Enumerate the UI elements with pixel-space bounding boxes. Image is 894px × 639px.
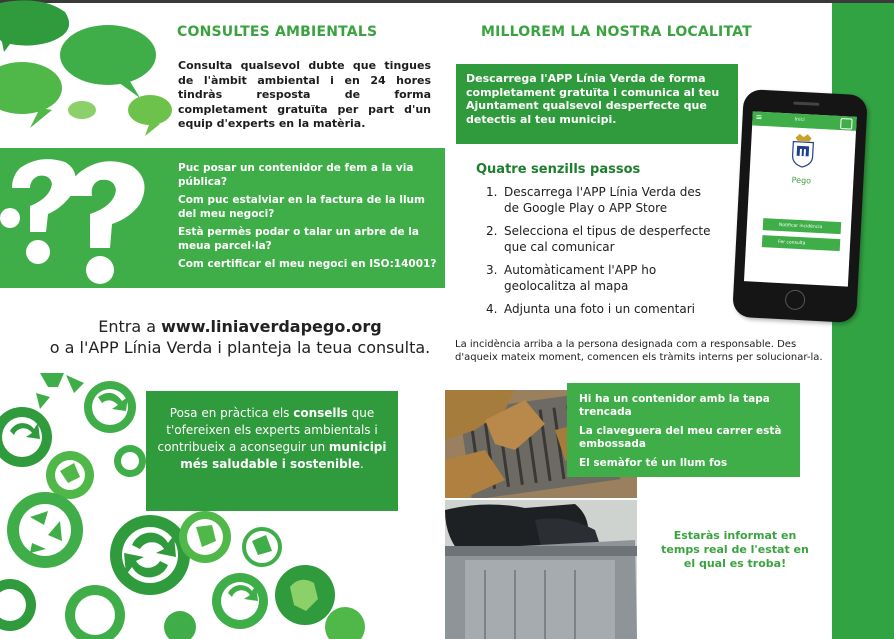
entra-text	[30, 316, 450, 358]
phone-notify-button[interactable]: Notificar incidència	[763, 218, 842, 234]
informat-text: Estaràs informat en temps real de l'estat en el qual es troba!	[661, 529, 809, 570]
issue-item: Hi ha un contenidor amb la tapa trencada	[579, 393, 770, 418]
pego-coat-of-arms-icon	[788, 131, 818, 168]
consultes-heading: CONSULTES AMBIENTALS	[177, 24, 378, 40]
phone-town-name: Pego	[791, 175, 812, 186]
question-marks-graphic	[0, 148, 170, 288]
entra-prefix: Entra a	[98, 317, 162, 336]
question-2: Com puc estalviar en la factura de la llum del meu negoci?	[178, 194, 425, 220]
download-text: Descarrega l'APP Línia Verda de forma completament gratuïta i comunica al teu Ajuntament qualsevol desperfecte que detectis al teu municipi.	[466, 72, 720, 126]
phone-header-title: Inici	[794, 116, 805, 124]
steps-list	[486, 184, 716, 324]
tip-part1: Posa en pràctica els	[169, 406, 294, 420]
step-item: 2. Selecciona el tipus de desperfecte que cal comunicar	[486, 224, 711, 254]
phone-consult-button[interactable]: Fer consulta	[762, 235, 841, 251]
entra-line-2: o a l'APP Línia Verda i planteja la teua consulta.	[49, 338, 431, 357]
tip-part2: que t'ofereixen els experts ambientals i contribueix a aconseguir un	[157, 406, 378, 454]
steps-title: Quatre senzills passos	[476, 162, 641, 177]
phone-home-button	[785, 289, 806, 310]
speech-bubbles-decoration	[0, 0, 175, 140]
phone-screen	[744, 111, 857, 286]
issues-box	[567, 383, 800, 477]
phone-speaker	[793, 102, 819, 106]
tip-part3: .	[359, 457, 364, 471]
tip-bold1: consells	[293, 406, 348, 420]
phone-app-header	[752, 111, 857, 130]
step-item: 3. Automàticament l'APP ho geolocalitza al mapa	[486, 263, 657, 293]
millorem-heading: MILLOREM LA NOSTRA LOCALITAT	[481, 24, 752, 40]
tip-box	[146, 391, 398, 511]
download-box	[456, 64, 738, 144]
issue-item: El semàfor té un llum fos	[579, 457, 728, 469]
step-item: 4. Adjunta una foto i un comentari	[486, 302, 695, 316]
incidence-note: La incidència arriba a la persona designada com a responsable. Des d'aqueix mateix moment, comencen els tràmits interns per solucionar-la.	[455, 339, 823, 363]
question-3: Està permès podar o talar un arbre de la meua parcel·la?	[178, 226, 419, 252]
question-4: Com certificar el meu negoci en ISO:14001?	[178, 258, 437, 270]
consultes-intro: Consulta qualsevol dubte que tingues de l'àmbit ambiental i en 24 hores tindràs resposta de forma completament gratuïta per part d'un equip d'experts en la matèria.	[178, 59, 431, 130]
tip-bold2: municipi més saludable i sostenible	[180, 440, 387, 471]
website-link[interactable]: www.liniaverdapego.org	[161, 317, 382, 336]
menu-icon[interactable]: ≡	[755, 112, 763, 122]
app-logo-icon	[840, 118, 853, 130]
phone-mockup	[738, 92, 868, 322]
questions-band	[0, 148, 445, 288]
garbage-container-photo	[445, 500, 637, 639]
issue-item: La claveguera del meu carrer està embossada	[579, 425, 782, 450]
step-item: 1. Descarrega l'APP Línia Verda des de Google Play o APP Store	[486, 185, 702, 215]
question-1: Puc posar un contenidor de fem a la via pública?	[178, 162, 414, 188]
